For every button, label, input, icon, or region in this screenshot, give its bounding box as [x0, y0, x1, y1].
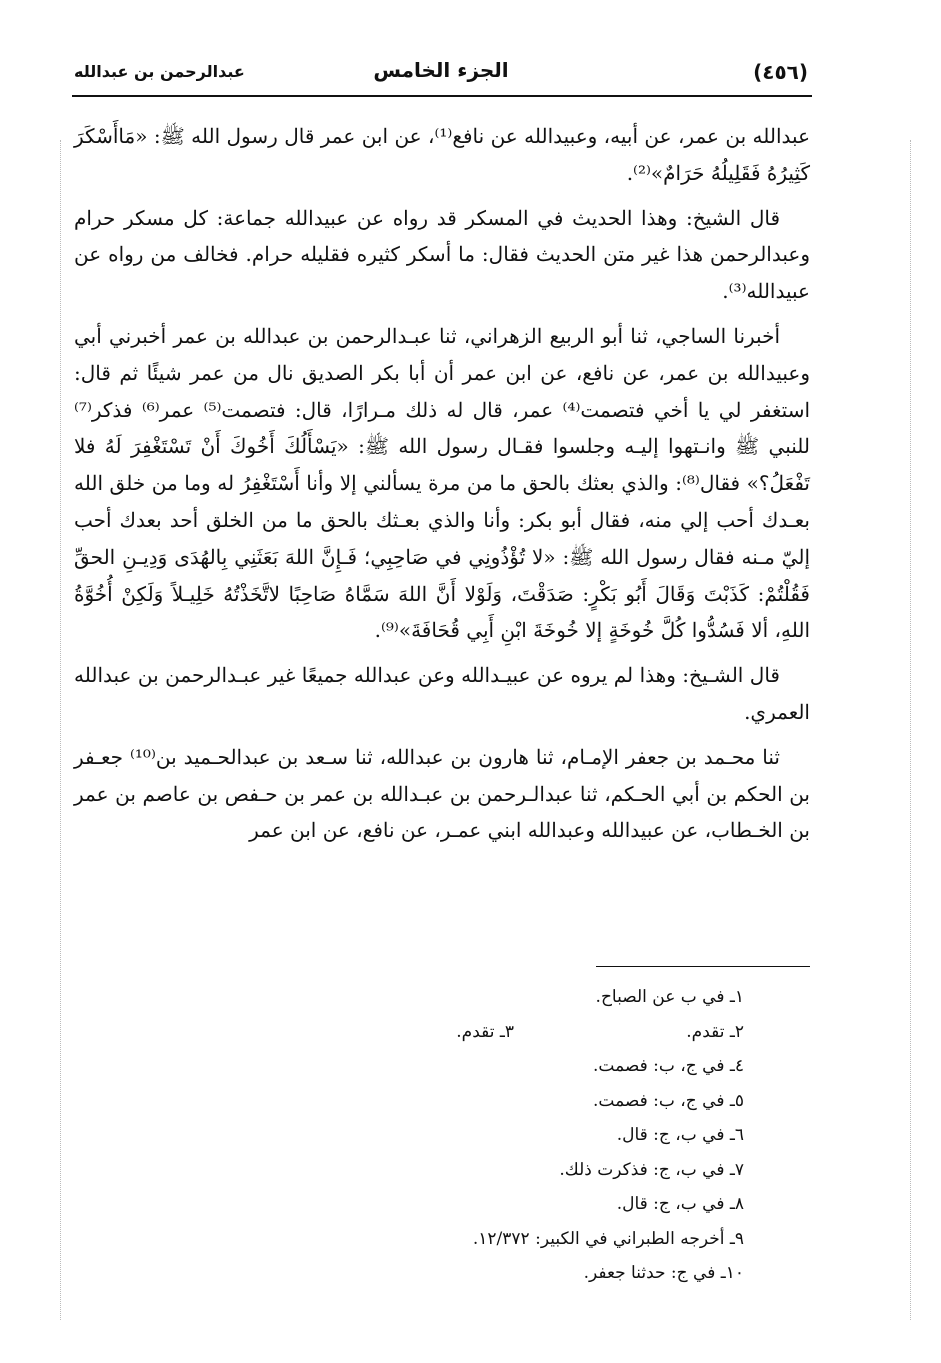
footnote — [74, 1015, 814, 1050]
footnote-rule — [596, 966, 810, 967]
footnotes — [74, 980, 814, 1291]
paragraph-5: ثنا محـمد بن جعفر الإمـام، ثنا هارون بن عبدالله، ثنا سـعد بن عبدالحـميد بن⁽¹⁰⁾ جعـفر بن الحكم بن أبي الحـكم، ثنا عبدالـرحمن بن عبـدالله بن عمر بن حـفص بن عاصم بن عمر بن الخـطاب، عن عبيدالله وعبدالله ابني عمـر، عن نافع، عن ابن عمر — [74, 744, 810, 843]
paragraph-1: عبدالله بن عمر، عن أبيه، وعبيدالله عن نافع⁽¹⁾، عن ابن عمر قال رسول الله ﷺ: «مَاأَسْكَرَ كَثِيرُهُ فَقَلِيلُهُ حَرَامٌ»⁽²⁾. — [74, 124, 811, 185]
footnote — [74, 1118, 814, 1153]
footnote-text: ٧ـ في ب، ج: فذكرت ذلك. — [559, 1159, 744, 1180]
page-header — [72, 56, 810, 92]
paragraph-4: قال الشـيخ: وهذا لم يروه عن عبيـدالله وعن عبدالله جميعًا غير عبـدالرحمن بن عبدالله العمري. — [74, 663, 810, 724]
footnote — [74, 1222, 814, 1257]
header-rule — [72, 95, 812, 97]
footnote — [74, 1187, 814, 1222]
running-title: عبدالرحمن بن عبدالله — [74, 62, 245, 81]
footnote-text: ٣ـ تقدم. — [456, 1021, 514, 1042]
footnote — [74, 1256, 814, 1291]
paragraph-2: قال الشيخ: وهذا الحديث في المسكر قد رواه عن عبيدالله جماعة: كل مسكر حرام وعبدالرحمن هذا غير متن الحديث فقال: ما أسكر كثيره فقليله حرام. فخالف من رواه عن عبيدالله⁽³⁾. — [74, 205, 810, 304]
footnote — [74, 1049, 814, 1084]
footnote — [74, 1153, 814, 1188]
scan-margin-dots — [910, 140, 911, 1320]
part-title: الجزء الخامس — [373, 58, 509, 82]
footnote-text: ٥ـ في ج، ب: فصمت. — [592, 1090, 744, 1111]
footnote-text: ٨ـ في ب، ج: قال. — [616, 1194, 744, 1214]
page-number: (٤٥٦) — [753, 60, 808, 84]
footnote — [74, 1084, 814, 1119]
paragraph-3: أخبرنا الساجي، ثنا أبو الربيع الزهراني، ثنا عبـدالرحمن بن عبدالله بن عمر أخبرني أبي وعبيدالله بن عمر، عن نافع، عن ابن عمر أن أبا بكر الصديق نال من عمر شيئًا ثم قال: استغفر لي يا أخي فتصمت⁽⁴⁾ عمر، قال له ذلك مـرارًا، قال: فتصمت⁽⁵⁾ عمر⁽⁶⁾ فذكر⁽⁷⁾ للنبي ﷺ وانـتهوا إليـه وجلسوا فقـال رسول الله ﷺ: «يَسْأَلُكَ أَخُوكَ أَنْ تَسْتَغْفِرَ لَهُ فلا تَفْعَلُ؟» فقال⁽⁸⁾: والذي بعثك بالحق ما من مرة يسألني إلا وأنا أَسْتَغْفِرُ له وما من خلق الله بعـدك أحب إلي منه، فقال أبو بكر: وأنا والذي بعـثك بالحق ما من الخلق أحد بعدك أحب إليّ مـنه فقال رسول الله ﷺ: «لا تُؤْذُونِي في صَاحِبِي؛ فَـإِنَّ اللهَ بَعَثَنِي بِالهُدَى وَدِيـنِ الحقِّ فَقُلْتُمْ: كَذَبْتَ وَقَالَ أَبُو بَكْرٍ: صَدَقْتَ، وَلَوْلا أَنَّ اللهَ سَمَّاهُ صَاحِبًا لاتَّخَذْتُهُ خَلِيـلاً وَلَكِنْ أُخُوَّةُ اللهِ، ألا فَسُدُّوا كُلَّ خُوخَةٍ إلا خُوخَةَ ابْنِ أَبِي قُحَافَةَ»⁽⁹⁾. — [74, 323, 811, 643]
footnote — [74, 980, 814, 1015]
footnote-text: ٤ـ في ج، ب: فصمت. — [592, 1056, 744, 1076]
scan-margin-dots — [60, 140, 61, 1320]
footnote-text: ١ـ في ب عن الصباح. — [595, 987, 744, 1007]
footnote-text: ٦ـ في ب، ج: قال. — [616, 1125, 744, 1145]
footnote-text: ٩ـ أخرجه الطبراني في الكبير: ١٢/٣٧٢. — [472, 1228, 744, 1249]
main-text — [74, 118, 810, 857]
footnote-text: ٢ـ تقدم. — [686, 1021, 744, 1042]
footnote-text: ١٠ـ في ج: حدثنا جعفر. — [583, 1263, 744, 1283]
